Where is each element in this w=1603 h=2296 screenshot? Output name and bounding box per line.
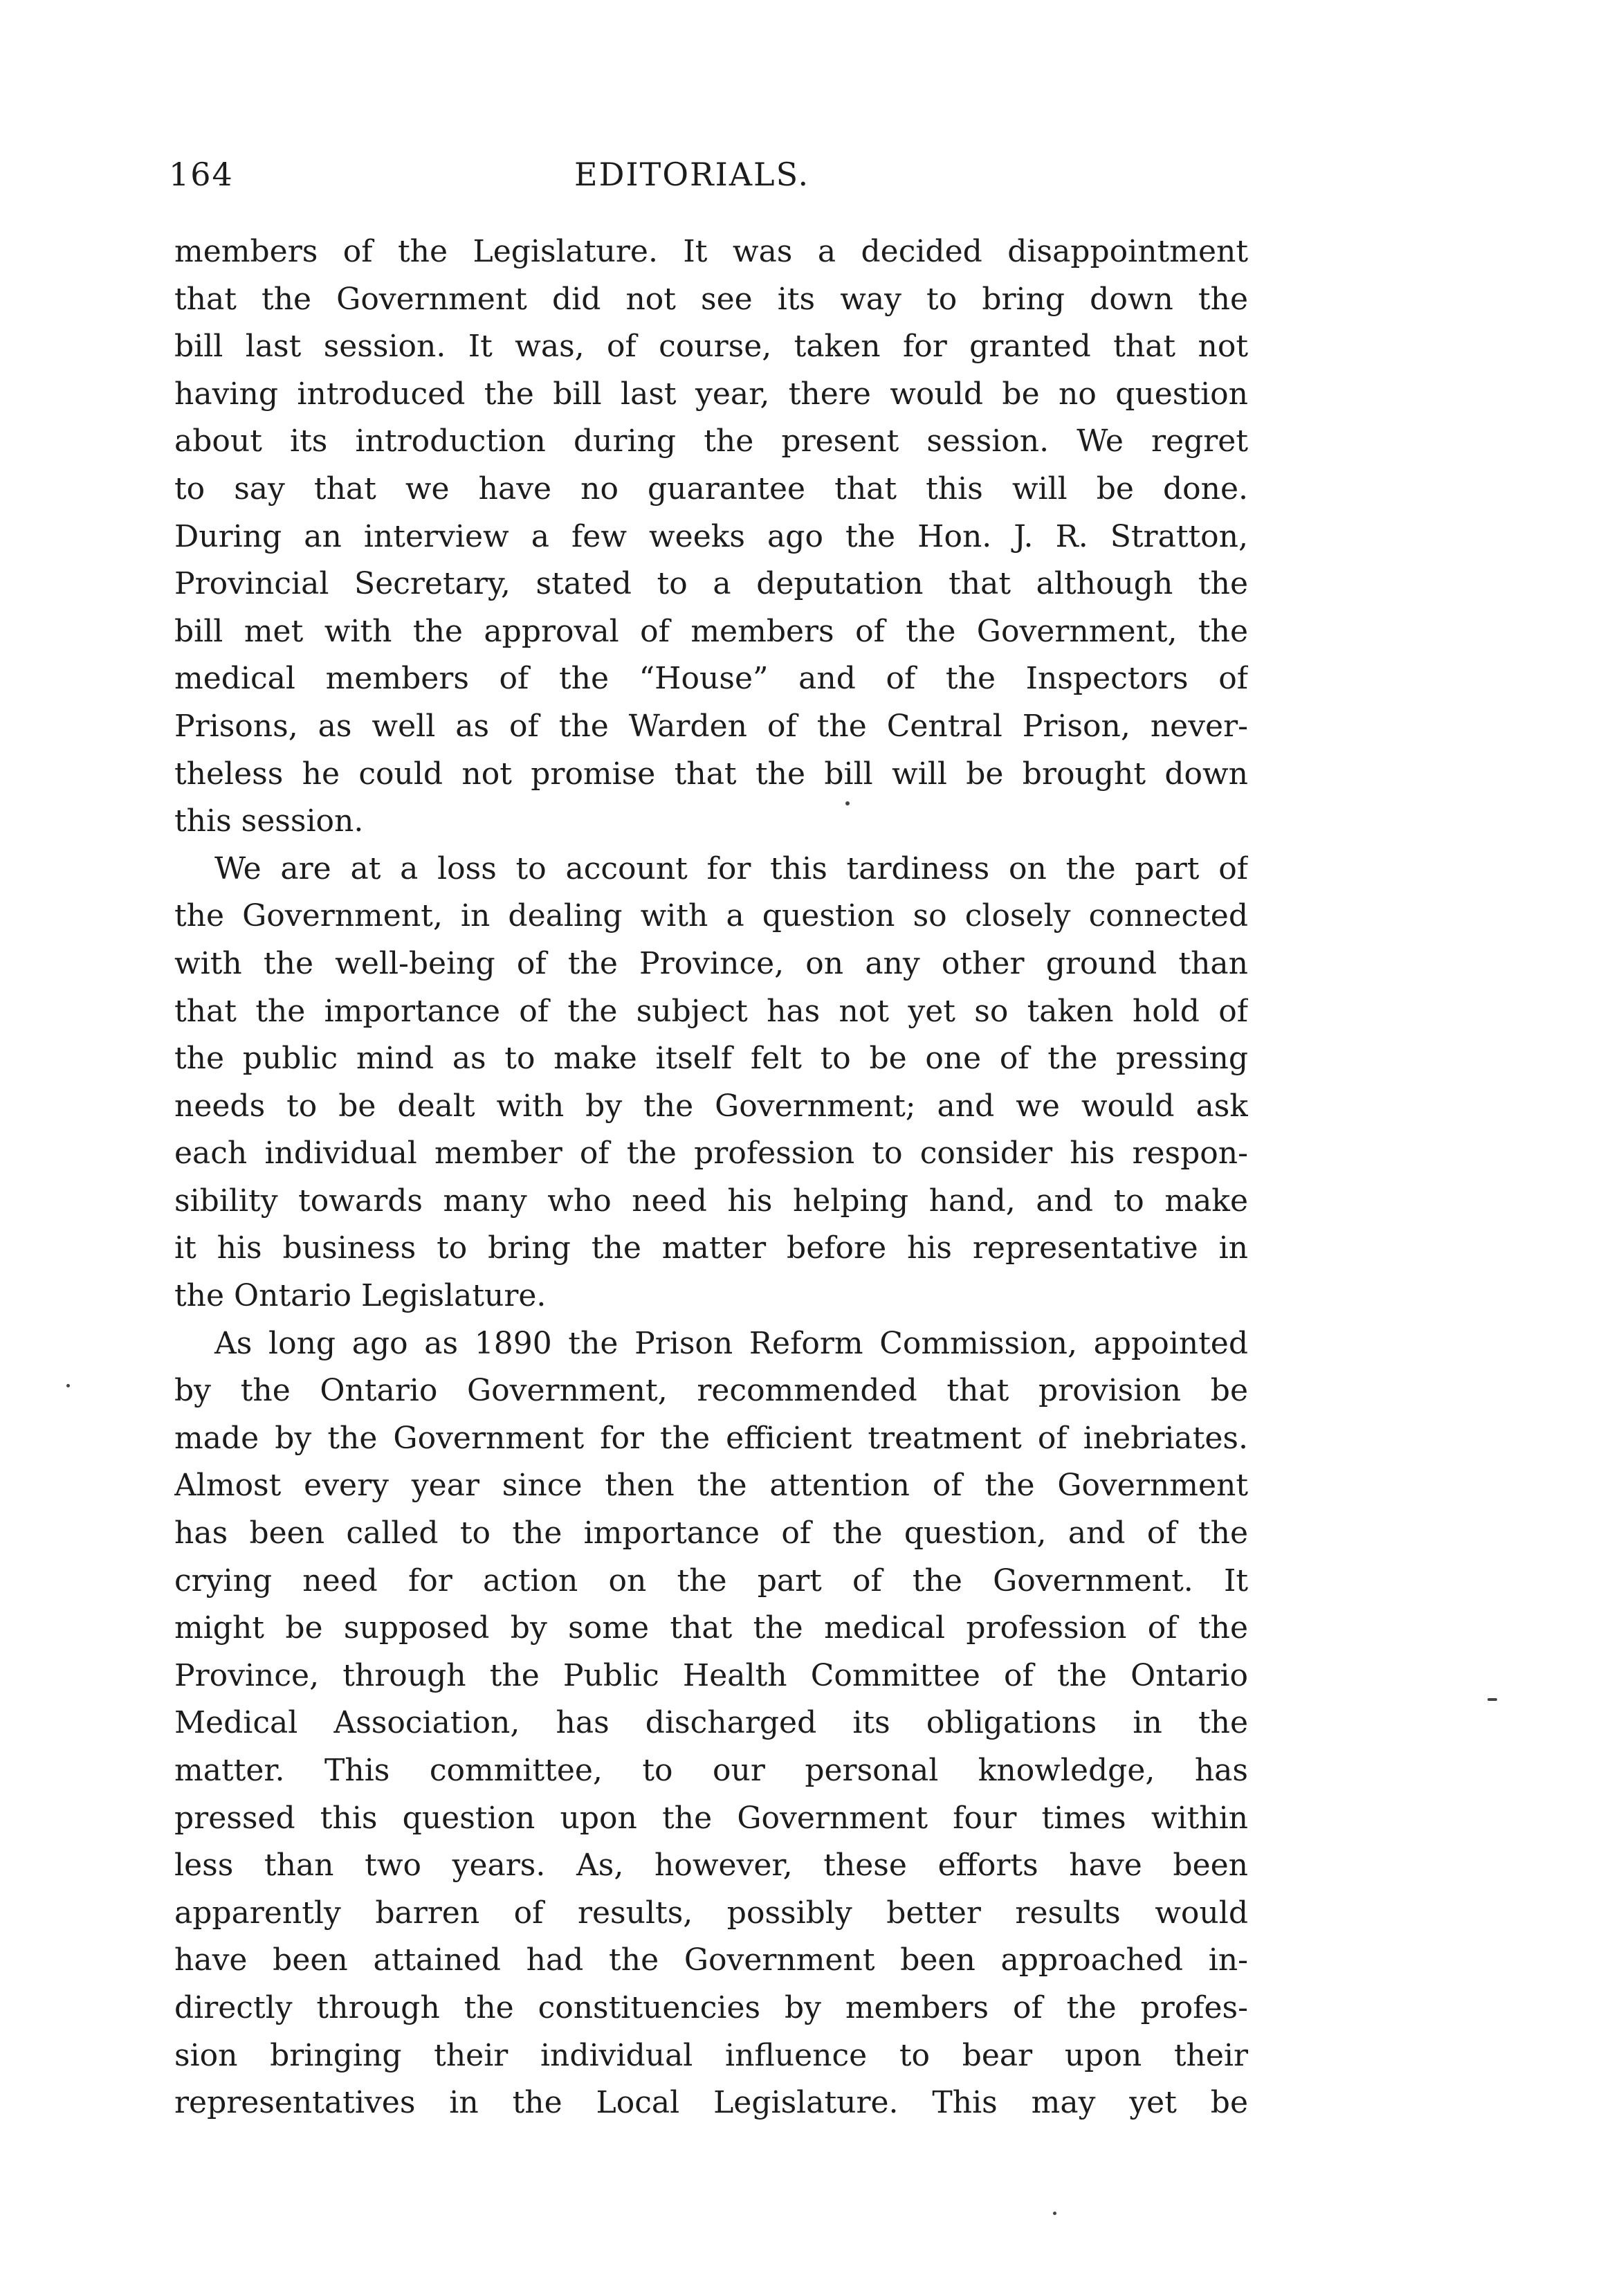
text-line: having introduced the bill last year, there would be no question — [174, 376, 1248, 412]
text-line: the Ontario Legislature. — [174, 1278, 547, 1314]
text-line: directly through the constituencies by members of the profes- — [174, 1989, 1248, 2025]
paragraph-first-line: As long ago as 1890 the Prison Reform Commission, appointed — [214, 1325, 1248, 1361]
text-line: by the Ontario Government, recommended that provision be — [174, 1373, 1248, 1409]
text-line: might be supposed by some that the medical profession of the — [174, 1610, 1248, 1646]
text-line: Almost every year since then the attention of the Government — [174, 1468, 1248, 1504]
text-line: have been attained had the Government been approached in- — [174, 1942, 1248, 1978]
text-line: bill last session. It was, of course, taken for granted that not — [174, 329, 1248, 365]
text-line: pressed this question upon the Government four times within — [174, 1800, 1248, 1836]
print-speck — [1487, 1698, 1497, 1701]
text-line: matter. This committee, to our personal knowledge, has — [174, 1753, 1248, 1788]
page-header — [169, 147, 1248, 202]
print-speck — [1053, 2212, 1056, 2215]
text-line: to say that we have no guarantee that this will be done. — [174, 471, 1248, 507]
text-line: this session. — [174, 803, 364, 839]
text-line: During an interview a few weeks ago the Hon. J. R. Stratton, — [174, 518, 1248, 554]
text-line: each individual member of the profession to consider his respon- — [174, 1136, 1248, 1172]
editorial-body — [174, 228, 1248, 2127]
print-speck — [845, 801, 850, 805]
text-line: the public mind as to make itself felt to be one of the pressing — [174, 1041, 1248, 1077]
running-head: EDITORIALS. — [574, 156, 810, 193]
text-line: about its introduction during the present session. We regret — [174, 423, 1248, 459]
text-line: it his business to bring the matter before his representative in — [174, 1230, 1248, 1266]
text-line: the Government, in dealing with a question so closely connected — [174, 898, 1248, 934]
text-line: that the Government did not see its way to bring down the — [174, 281, 1248, 317]
text-line: sibility towards many who need his helping hand, and to make — [174, 1183, 1248, 1219]
text-line: representatives in the Local Legislature. This may yet be — [174, 2085, 1248, 2121]
page-number: 164 — [169, 156, 234, 193]
print-speck — [66, 1384, 70, 1387]
text-line: less than two years. As, however, these efforts have been — [174, 1848, 1248, 1884]
text-line: has been called to the importance of the question, and of the — [174, 1515, 1248, 1551]
text-line: theless he could not promise that the bill will be brought down — [174, 756, 1248, 792]
text-line: apparently barren of results, possibly better results would — [174, 1895, 1248, 1931]
text-line: Provincial Secretary, stated to a deputation that although the — [174, 566, 1248, 602]
text-line: members of the Legislature. It was a decided disappointment — [174, 234, 1248, 269]
text-line: that the importance of the subject has not yet so taken hold of — [174, 993, 1248, 1029]
text-line: needs to be dealt with by the Government; and we would ask — [174, 1088, 1248, 1124]
text-line: bill met with the approval of members of the Government, the — [174, 613, 1248, 649]
text-line: Prisons, as well as of the Warden of the Central Prison, never- — [174, 708, 1248, 744]
text-line: Medical Association, has discharged its obligations in the — [174, 1705, 1248, 1741]
text-line: Province, through the Public Health Committee of the Ontario — [174, 1657, 1248, 1693]
paragraph-first-line: We are at a loss to account for this tardiness on the part of — [214, 850, 1248, 886]
text-line: crying need for action on the part of the Government. It — [174, 1562, 1248, 1598]
text-line: with the well-being of the Province, on any other ground than — [174, 945, 1248, 981]
text-line: medical members of the “House” and of the Inspectors of — [174, 661, 1248, 697]
text-line: sion bringing their individual influence to bear upon their — [174, 2037, 1248, 2073]
text-line: made by the Government for the efficient treatment of inebriates. — [174, 1420, 1248, 1456]
